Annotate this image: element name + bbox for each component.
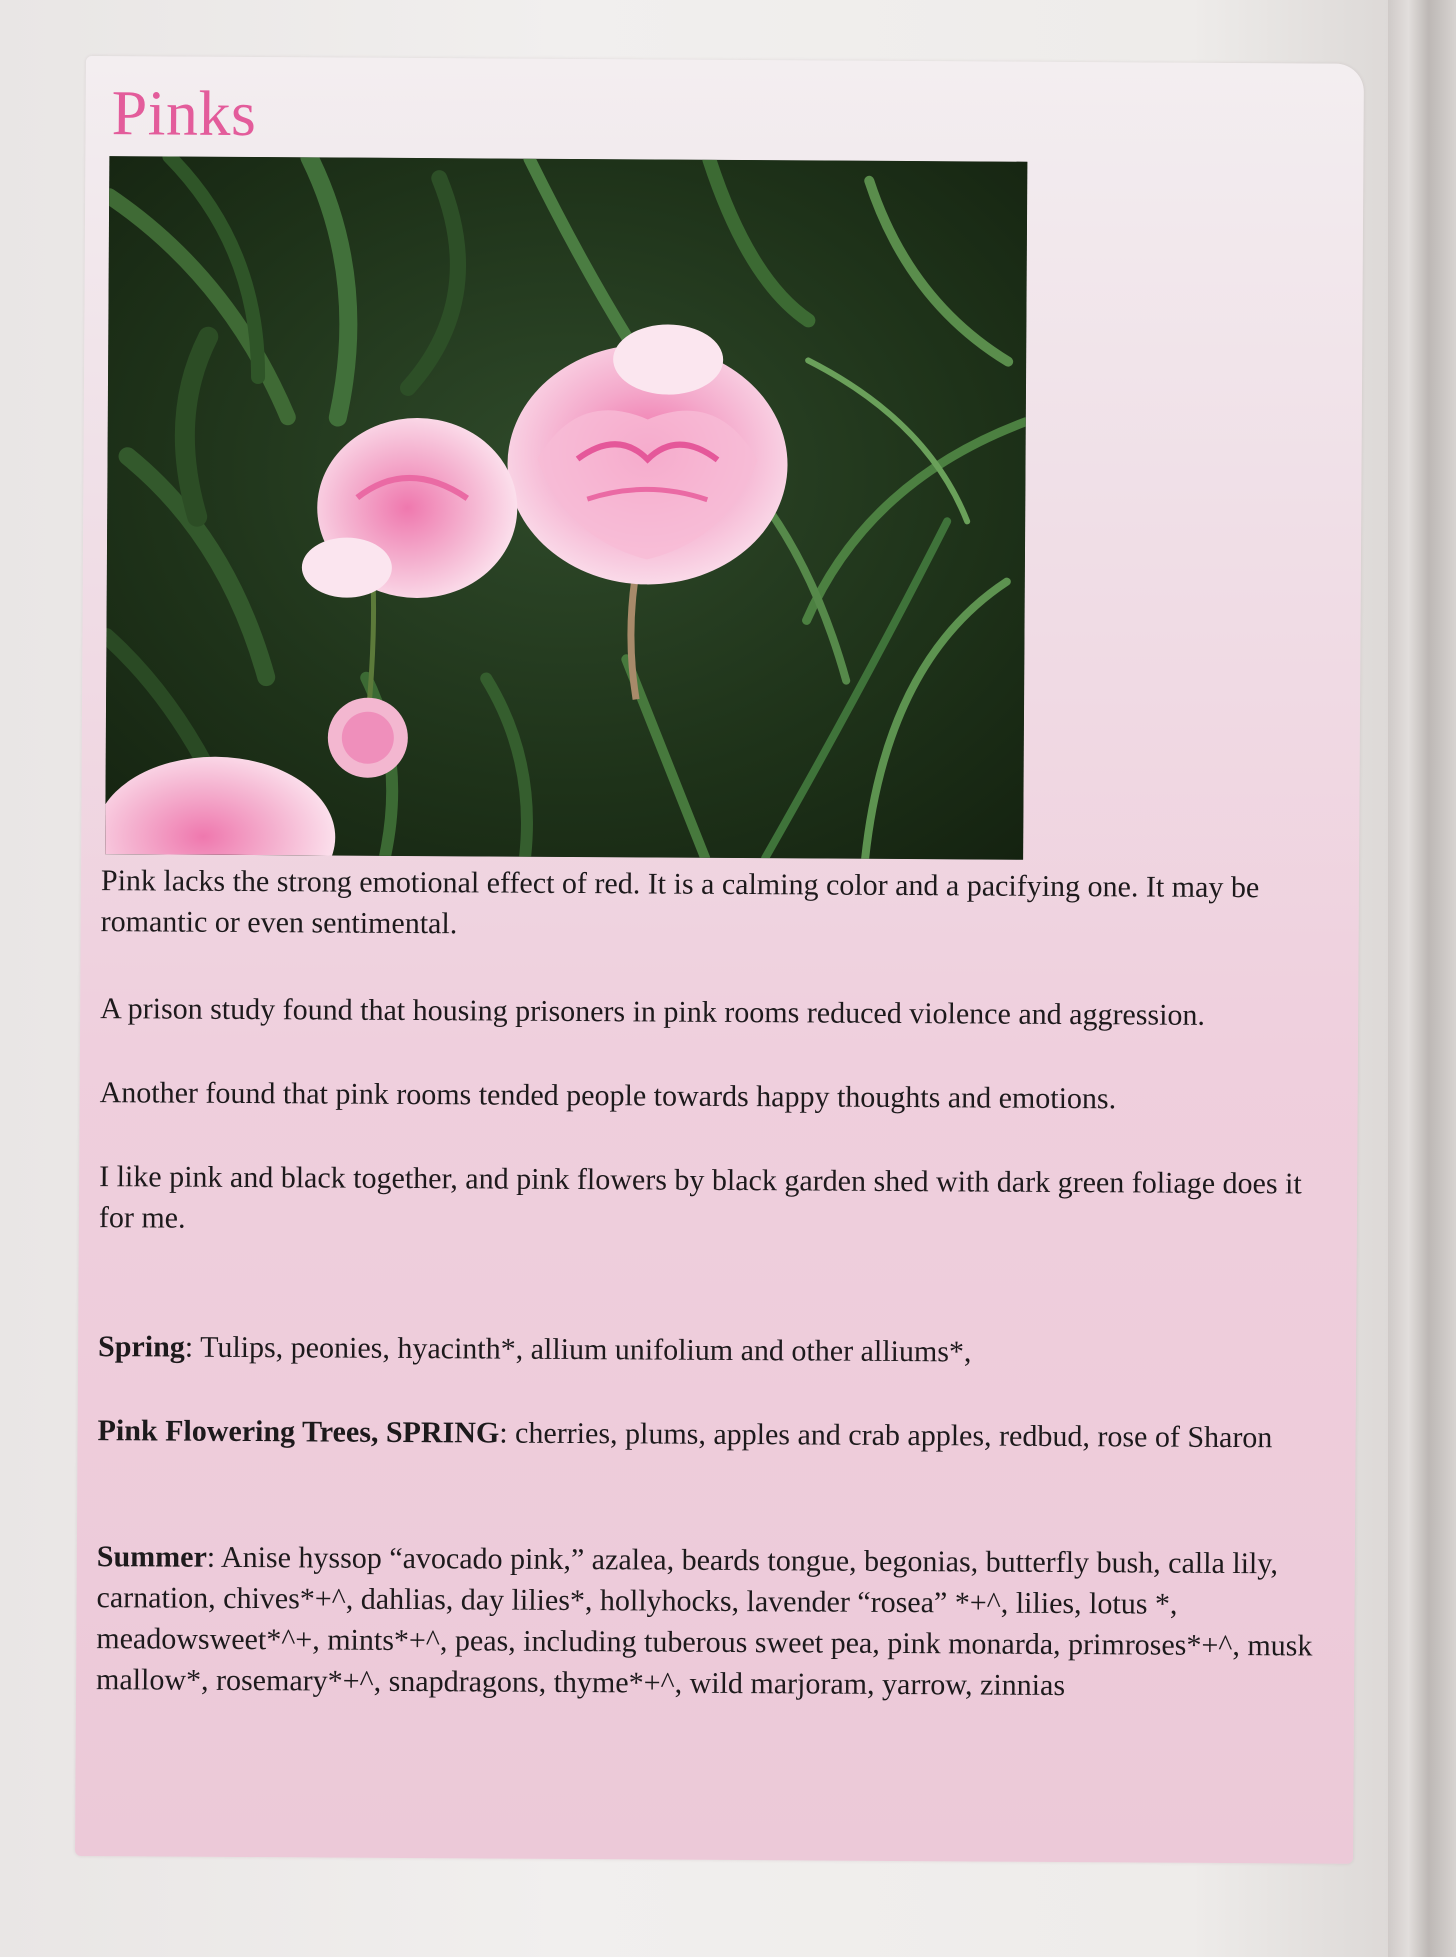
list-summer-label: Summer: [96, 1540, 207, 1574]
paragraph-pink-and-black: I like pink and black together, and pink flowers by black garden shed with dark green foliage does it for me.: [98, 1160, 1302, 1235]
list-summer: [96, 1536, 1327, 1708]
page-title: Pinks: [111, 77, 257, 150]
list-spring-items: : Tulips, peonies, hyacinth*, allium unifolium and other alliums*,: [184, 1330, 972, 1369]
peony-photo: [105, 156, 1027, 860]
paragraph-happy-thoughts: Another found that pink rooms tended people towards happy thoughts and emotions.: [99, 1076, 1117, 1116]
list-spring: [98, 1326, 1328, 1375]
list-flowering-trees: [97, 1410, 1327, 1459]
list-spring-label: Spring: [98, 1330, 185, 1364]
printed-sheet: [75, 56, 1364, 1864]
paragraph-prison-study: A prison study found that housing prisoners in pink rooms reduced violence and aggression.: [100, 992, 1206, 1032]
list-trees-items: : cherries, plums, apples and crab apples, redbud, rose of Sharon: [499, 1416, 1273, 1455]
list-trees-label: Pink Flowering Trees, SPRING: [97, 1414, 500, 1450]
book-page-edge: [1388, 0, 1456, 1957]
list-summer-items: : Anise hyssop “avocado pink,” azalea, beards tongue, begonias, butterfly bush, calla lily, carnation, chives*+^, dahlias, day lilies*, hollyhocks, lavender “rosea” *+^, lilies, lotus *, meadowsweet*^+, mints*+^, peas, including tuberous sweet pea, pink monarda, primroses*+^, musk mallow*, rosemary*+^, snapdragons, thyme*+^, wild marjoram, yarrow, zinnias: [95, 1540, 1313, 1703]
paragraph-pink-effect: Pink lacks the strong emotional effect of red. It is a calming color and a pacifying one. It may be romantic or even sentimental.: [100, 864, 1260, 941]
